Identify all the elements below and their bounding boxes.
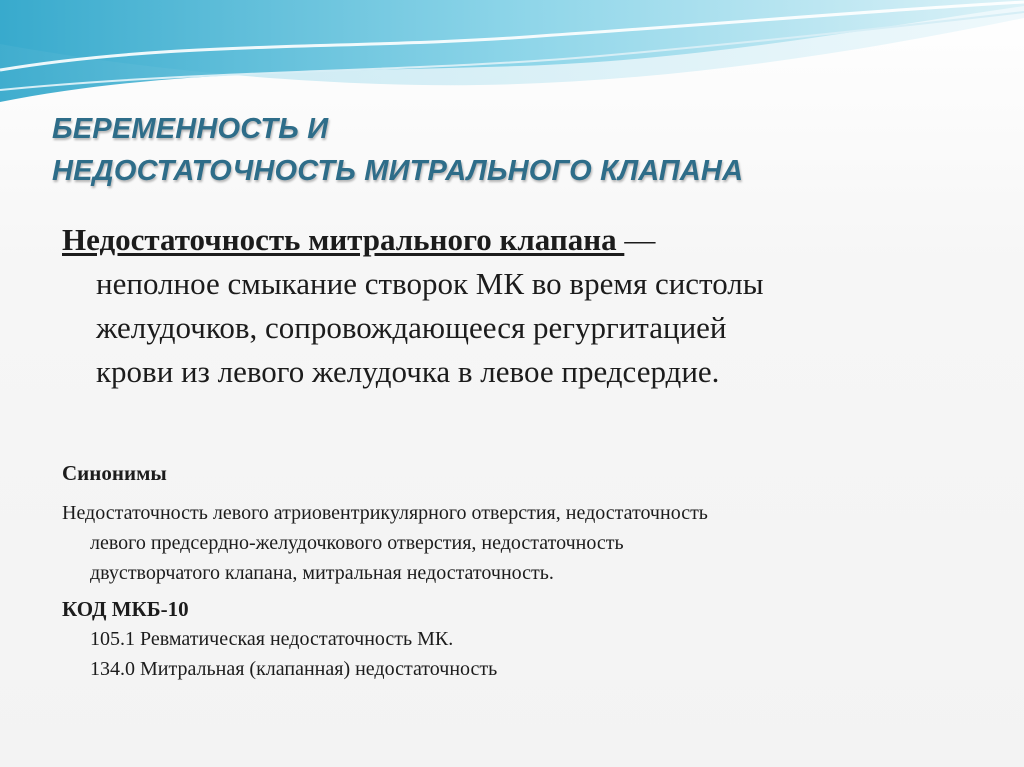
icd-block bbox=[62, 594, 982, 684]
synonyms-block bbox=[62, 458, 982, 588]
synonyms-line: Недостаточность левого атриовентрикулярного отверстия, недостаточность bbox=[62, 502, 708, 524]
definition-dash: — bbox=[624, 222, 656, 257]
definition-line: желудочков, сопровождающееся регургитацией bbox=[96, 310, 727, 345]
slide-title bbox=[52, 108, 952, 192]
definition-block bbox=[62, 218, 962, 394]
icd-heading: КОД МКБ-10 bbox=[62, 597, 189, 621]
definition-term: Недостаточность митрального клапана bbox=[62, 222, 625, 257]
synonyms-line: левого предсердно-желудочкового отверстия, недостаточность bbox=[90, 532, 624, 554]
icd-line: 134.0 Митральная (клапанная) недостаточность bbox=[90, 658, 498, 680]
definition-line: неполное смыкание створок МК во время систолы bbox=[96, 266, 764, 301]
definition-first-line bbox=[62, 218, 962, 262]
wave-dark bbox=[0, 0, 1024, 102]
icd-line: 105.1 Ревматическая недостаточность МК. bbox=[90, 628, 454, 650]
synonyms-heading: Синонимы bbox=[62, 461, 167, 485]
definition-line: крови из левого желудочка в левое предсердие. bbox=[96, 354, 720, 389]
synonyms-line: двустворчатого клапана, митральная недостаточность. bbox=[90, 562, 554, 584]
title-line-2: НЕДОСТАТОЧНОСТЬ МИТРАЛЬНОГО КЛАПАНА bbox=[52, 155, 744, 187]
title-line-1: БЕРЕМЕННОСТЬ И bbox=[52, 113, 329, 145]
